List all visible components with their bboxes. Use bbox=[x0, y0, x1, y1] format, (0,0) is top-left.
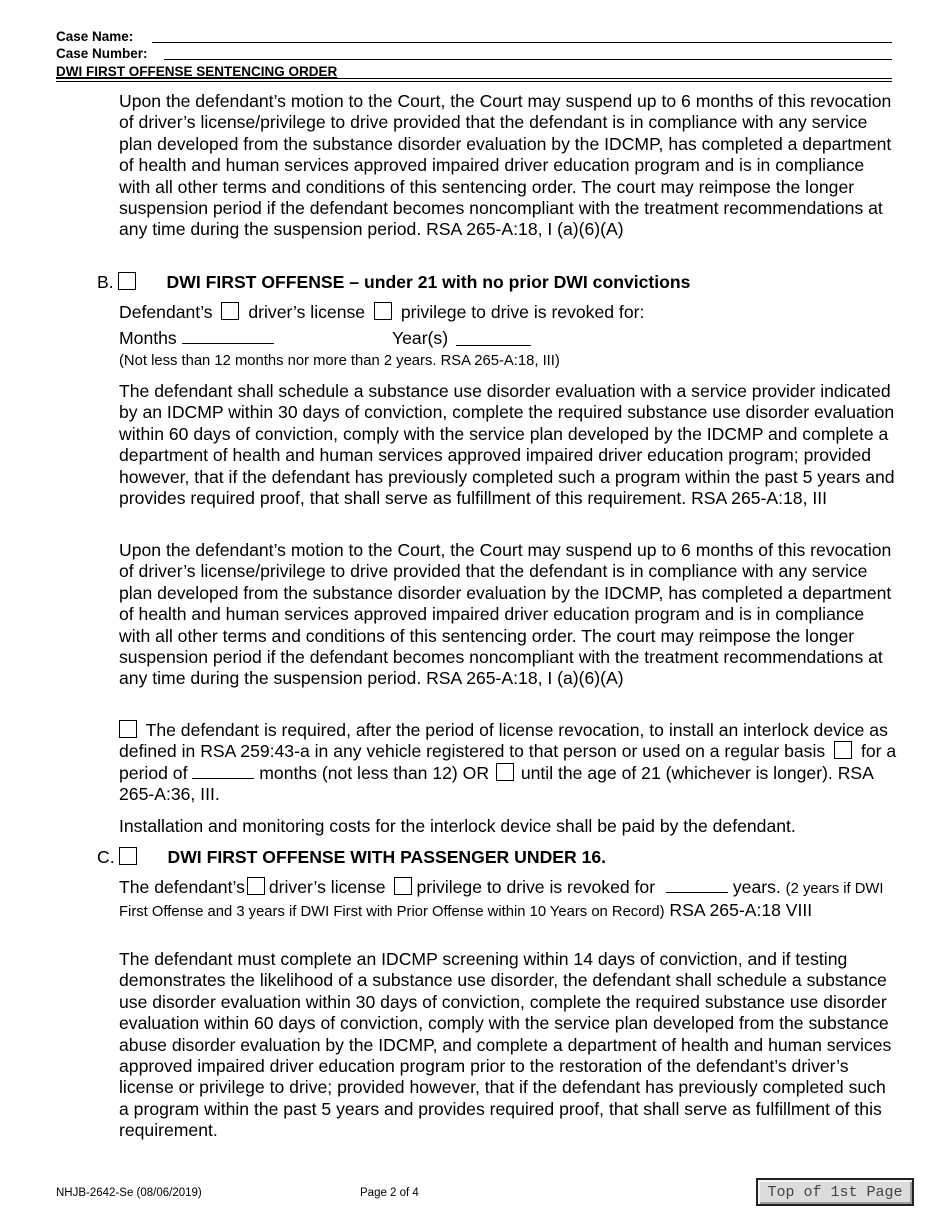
interlock-period-checkbox[interactable] bbox=[834, 741, 852, 759]
section-c-heading bbox=[97, 846, 606, 868]
section-b-range-note: (Not less than 12 months nor more than 2 years. RSA 265-A:18, III) bbox=[119, 353, 560, 369]
installation-costs: Installation and monitoring costs for the interlock device shall be paid by the defendant. bbox=[119, 816, 796, 836]
section-b-checkbox[interactable] bbox=[118, 272, 136, 290]
interlock-text-1: The defendant is required, after the period of license revocation, to install an interlock device as defined in RSA 259:43-a in any vehicle registered to that person or used on a regular basis bbox=[119, 720, 888, 762]
header-rule bbox=[56, 78, 892, 79]
header-rule-2 bbox=[56, 81, 892, 82]
section-b-suspension-paragraph: Upon the defendant’s motion to the Court, the Court may suspend up to 6 months of this revocation of driver’s license/privilege to drive provided that the defendant is in compliance with any service plan developed from the substance disorder evaluation by the IDCMP, has completed a department of health and human services approved impaired driver education program and is in compliance with all other terms and conditions of this sentencing order. The court may reimpose the longer suspension period if the defendant becomes noncompliant with the treatment recommendations at any time during the suspension period. RSA 265-A:18, I (a)(6)(A) bbox=[119, 540, 892, 689]
section-c-years-field[interactable] bbox=[666, 878, 728, 893]
section-b-letter: B. bbox=[97, 272, 114, 292]
section-c-revocation bbox=[119, 877, 899, 924]
section-c-defendants: The defendant’s bbox=[119, 877, 245, 897]
section-c-note: (2 years if DWI First Offense and 3 years if DWI First with Prior Offense within 10 Years on Record) bbox=[119, 881, 884, 921]
section-c-screening-paragraph: The defendant must complete an IDCMP screening within 14 days of conviction, and if testing demonstrates the likelihood of a substance use disorder, the defendant shall schedule a substance use disorder evaluation within 30 days of conviction, complete the required substance use disorder evaluation within 60 days of conviction, comply with the service plan developed from the substance abuse disorder evaluation by the IDCMP, and complete a department of health and human services approved impaired driver education program prior to the restoration of the defendant’s driver’s license or privilege to drive; provided however, that if the defendant has previously completed such a program within the past 5 years and provides required proof, that shall serve as fulfillment of this requirement. bbox=[119, 949, 892, 1141]
section-b-license-checkbox[interactable] bbox=[221, 302, 239, 320]
section-b-drivers-license: driver’s license bbox=[248, 302, 366, 322]
section-c-title: DWI FIRST OFFENSE WITH PASSENGER UNDER 16. bbox=[167, 847, 607, 867]
section-b-revocation-line bbox=[119, 302, 899, 323]
case-number-row bbox=[56, 45, 892, 62]
section-c-letter: C. bbox=[97, 847, 115, 867]
section-c-license-checkbox[interactable] bbox=[247, 877, 265, 895]
section-c-drivers-license: driver’s license bbox=[268, 877, 386, 897]
section-b-heading bbox=[97, 271, 690, 293]
interlock-text-4: until the age of 21 (whichever is longer). RSA 265-A:36, III. bbox=[119, 762, 873, 805]
form-code: NHJB-2642-Se (08/06/2019) bbox=[56, 1187, 202, 1199]
section-b-duration-line bbox=[119, 328, 899, 349]
section-c-checkbox[interactable] bbox=[119, 847, 137, 865]
case-number-label: Case Number: bbox=[56, 46, 148, 61]
page-number: Page 2 of 4 bbox=[360, 1187, 419, 1199]
interlock-text-2: for a period of bbox=[119, 741, 897, 783]
section-b-privilege-checkbox[interactable] bbox=[374, 302, 392, 320]
section-b-interlock-paragraph bbox=[119, 720, 899, 806]
case-name-field[interactable] bbox=[152, 42, 892, 43]
form-title: DWI FIRST OFFENSE SENTENCING ORDER bbox=[56, 64, 338, 79]
years-field[interactable] bbox=[456, 331, 531, 346]
months-label: Months bbox=[119, 328, 177, 348]
section-c-rsa: RSA 265-A:18 VIII bbox=[669, 900, 813, 921]
section-c-privilege: privilege to drive is revoked for bbox=[416, 877, 656, 897]
section-c-privilege-checkbox[interactable] bbox=[394, 877, 412, 895]
interlock-months-field[interactable] bbox=[192, 764, 254, 779]
section-b-title: DWI FIRST OFFENSE – under 21 with no prior DWI convictions bbox=[166, 272, 691, 292]
months-field[interactable] bbox=[182, 329, 274, 344]
interlock-text-3: months (not less than 12) OR bbox=[259, 762, 490, 783]
case-name-label: Case Name: bbox=[56, 29, 134, 44]
case-name-row bbox=[56, 28, 892, 45]
section-b-evaluation-paragraph: The defendant shall schedule a substance use disorder evaluation with a service provider indicated by an IDCMP within 30 days of conviction, complete the required substance use disorder evaluation within 60 days of conviction, comply with the service plan developed by the IDCMP and complete a department of health and human services approved impaired driver education program; provided however, that if the defendant has previously completed such a program within the past 5 years and provides required proof, that shall serve as fulfillment of this requirement. RSA 265-A:18, III bbox=[119, 381, 895, 509]
years-label: Year(s) bbox=[392, 328, 449, 348]
section-c-years: years. bbox=[732, 877, 781, 897]
suspension-paragraph-a: Upon the defendant’s motion to the Court, the Court may suspend up to 6 months of this revocation of driver’s license/privilege to drive provided that the defendant is in compliance with any service plan developed from the substance disorder evaluation by the IDCMP, has completed a department of health and human services approved impaired driver education program and is in compliance with all other terms and conditions of this sentencing order. The court may reimpose the longer suspension period if the defendant becomes noncompliant with the treatment recommendations at any time during the suspension period. RSA 265-A:18, I (a)(6)(A) bbox=[119, 91, 892, 240]
interlock-checkbox[interactable] bbox=[119, 720, 137, 738]
section-b-defendants: Defendant’s bbox=[119, 302, 213, 322]
case-number-field[interactable] bbox=[164, 59, 892, 60]
section-b-privilege: privilege to drive is revoked for: bbox=[400, 302, 645, 322]
interlock-age-checkbox[interactable] bbox=[496, 763, 514, 781]
top-of-first-page-button[interactable]: Top of 1st Page bbox=[756, 1178, 914, 1206]
